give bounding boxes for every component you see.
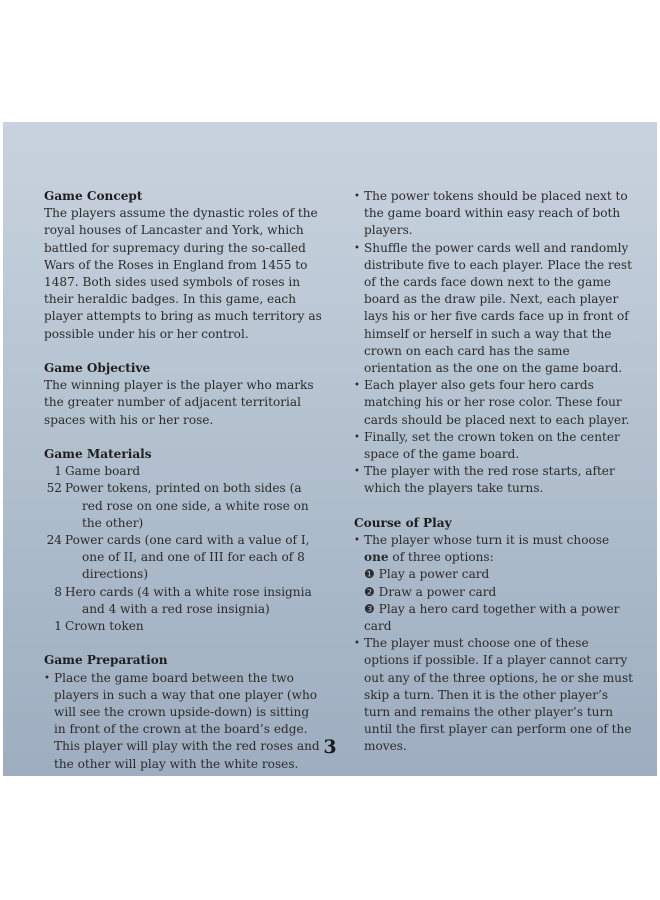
section-game-objective (44, 360, 322, 429)
material-item (44, 532, 322, 584)
game-concept-text: The players assume the dynastic roles of the royal houses of Lancaster and York, which battled for supremacy during the so-called Wars of the Roses in England from 1455 to 1487. Both sides used symbols of roses in their heraldic badges. In this game, each player attempts to bring as much territory as possible under his or her control. (44, 206, 322, 341)
heading-game-concept: Game Concept (44, 189, 143, 203)
option-item: ❶ Play a power card (364, 567, 490, 582)
bullet-item (354, 188, 634, 240)
material-text: Power tokens, printed on both sides (a red rose on one side, a white rose on the other) (65, 481, 309, 530)
material-count: 24 (46, 533, 62, 548)
bullet-text (364, 532, 634, 566)
material-count: 1 (54, 619, 62, 634)
bullet-item (354, 377, 634, 429)
material-text: Power cards (one card with a value of I, one of II, and one of III for each of 8 directions) (65, 533, 310, 582)
material-item (44, 463, 322, 480)
material-item (44, 584, 322, 618)
bullet-item (354, 429, 634, 463)
choose-text-post: of three options: (388, 550, 494, 565)
rulebook-page (3, 122, 657, 776)
bullet-text: Finally, set the crown token on the center space of the game board. (364, 429, 620, 462)
option-item: ❸ Play a hero card together with a power card (364, 601, 620, 634)
section-game-concept (44, 188, 322, 343)
section-game-materials (44, 446, 322, 635)
bullet-icon: • (354, 535, 360, 547)
bullet-text: Place the game board between the two players in such a way that one player (who will see the crown upside-down) is sitting in front of the crown at the board’s edge. This player will play with the red roses and the other will play with the white roses. (54, 670, 320, 771)
bullet-text: The power tokens should be placed next to the game board within easy reach of both players. (364, 189, 628, 238)
heading-game-materials: Game Materials (44, 447, 152, 462)
bullet-icon: • (354, 380, 360, 392)
bullet-item (354, 463, 634, 497)
left-column (44, 188, 322, 790)
page-number: 3 (323, 736, 337, 758)
material-count: 8 (54, 584, 62, 599)
material-item (44, 618, 322, 635)
bullet-text: Shuffle the power cards well and randomly distribute five to each player. Place the rest of the cards face down next to the game board as the draw pile. Next, each player lays his or her five cards face up in front of himself or herself in such a way that the crown on each card has the same orientation as the one on the game board. (364, 240, 632, 376)
bullet-icon: • (44, 672, 50, 684)
choose-text-pre: The player whose turn it is must choose (364, 533, 610, 548)
option-item: ❷ Draw a power card (364, 584, 497, 599)
right-column (354, 188, 634, 773)
section-course-of-play (354, 515, 634, 756)
bullet-item (354, 240, 634, 378)
section-preparation-continued (354, 188, 634, 498)
bullet-icon: • (354, 638, 360, 650)
heading-course-of-play: Course of Play (354, 515, 452, 530)
heading-game-objective: Game Objective (44, 361, 151, 376)
material-text: Crown token (65, 619, 144, 634)
bullet-text: Each player also gets four hero cards matching his or her rose color. These four cards should be placed next to each player. (364, 378, 630, 427)
material-item (44, 480, 322, 532)
material-count: 52 (46, 481, 62, 496)
bullet-icon: • (354, 431, 360, 443)
bullet-item (354, 532, 634, 566)
bullet-icon: • (354, 242, 360, 254)
material-count: 1 (54, 464, 62, 479)
material-text: Hero cards (4 with a white rose insignia and 4 with a red rose insignia) (65, 584, 312, 616)
bullet-text: The player with the red rose starts, after which the players take turns. (364, 464, 615, 496)
game-objective-text: The winning player is the player who marks the greater number of adjacent territorial spaces with his or her rose. (44, 378, 314, 427)
bullet-text: The player must choose one of these options if possible. If a player cannot carry out any of the three options, he or she must skip a turn. Then it is the other player’s turn and remains the other player’s turn until the first player can perform one of the moves. (364, 636, 634, 754)
material-text: Game board (65, 464, 141, 479)
heading-game-preparation: Game Preparation (44, 653, 168, 668)
bullet-icon: • (354, 466, 360, 478)
bullet-icon: • (354, 191, 360, 202)
choose-text-bold: one (364, 550, 389, 565)
